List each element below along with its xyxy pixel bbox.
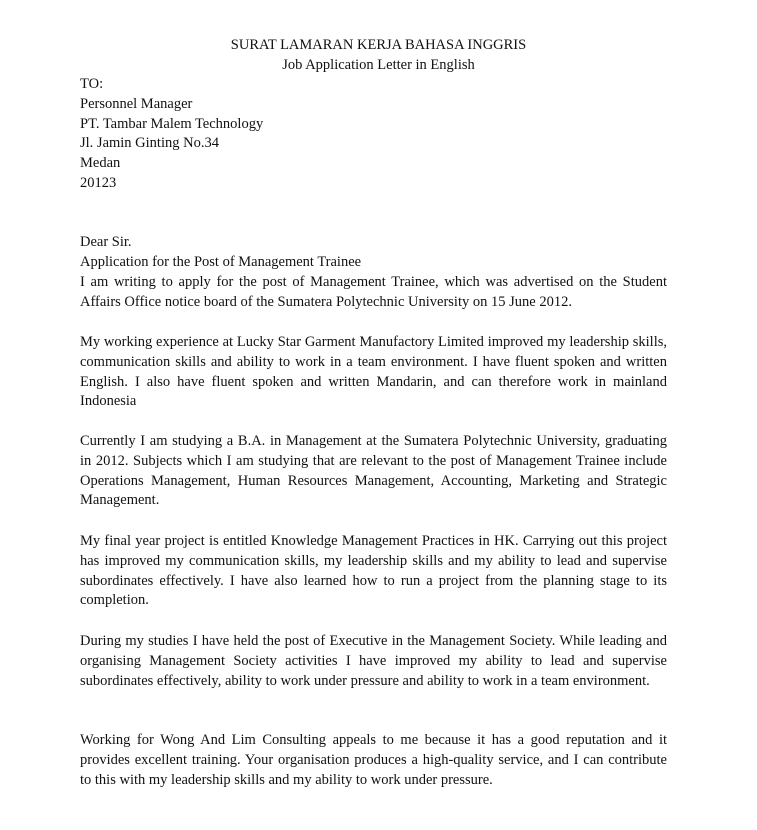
recipient-address bbox=[80, 75, 667, 194]
paragraph-3: Currently I am studying a B.A. in Management at the Sumatera Polytechnic University, graduating in 2012. Subjects which I am studying that are relevant to the post of Management Trainee include Operations Management, Human Resources Management, Accounting, Marketing and Strategic Management. bbox=[80, 433, 667, 509]
letter-opening bbox=[80, 233, 667, 273]
paragraph-5: During my studies I have held the post of Executive in the Management Society. While leading and organising Management Society activities I have improved my ability to lead and supervise subordinates effectively, ability to work under pressure and ability to work in a team environment. bbox=[80, 633, 667, 689]
recipient-street: Jl. Jamin Ginting No.34 bbox=[80, 135, 219, 152]
document-title: SURAT LAMARAN KERJA BAHASA INGGRIS bbox=[230, 37, 527, 53]
salutation: Dear Sir. bbox=[80, 234, 132, 250]
paragraph-4: My final year project is entitled Knowledge Management Practices in HK. Carrying out this project has improved my communication skills, my leadership skills and my ability to lead and supervise subordinates effectively. I have also learned how to run a project from the planning stage to its completion. bbox=[80, 533, 667, 609]
recipient-postcode: 20123 bbox=[80, 174, 117, 191]
recipient-company: PT. Tambar Malem Technology bbox=[80, 115, 264, 132]
recipient-position: Personnel Manager bbox=[80, 95, 193, 112]
subject-line: Application for the Post of Management Trainee bbox=[80, 253, 362, 270]
recipient-city: Medan bbox=[80, 155, 121, 172]
paragraph-6: Working for Wong And Lim Consulting appeals to me because it has a good reputation and it provides excellent training. Your organisation produces a high-quality service, and I can contribute to this with my leadership skills and my ability to work under pressure. bbox=[80, 732, 667, 788]
document-subtitle: Job Application Letter in English bbox=[282, 57, 475, 73]
paragraph-2: My working experience at Lucky Star Garment Manufactory Limited improved my leadership skills, communication skills and ability to work in a team environment. I have fluent spoken and written English. I also have fluent spoken and written Mandarin, and can therefore work in mainland Indonesia bbox=[80, 334, 667, 410]
paragraph-1: I am writing to apply for the post of Management Trainee, which was advertised on the Student Affairs Office notice board of the Sumatera Polytechnic University on 15 June 2012. bbox=[80, 274, 667, 310]
recipient-to: TO: bbox=[80, 76, 104, 92]
